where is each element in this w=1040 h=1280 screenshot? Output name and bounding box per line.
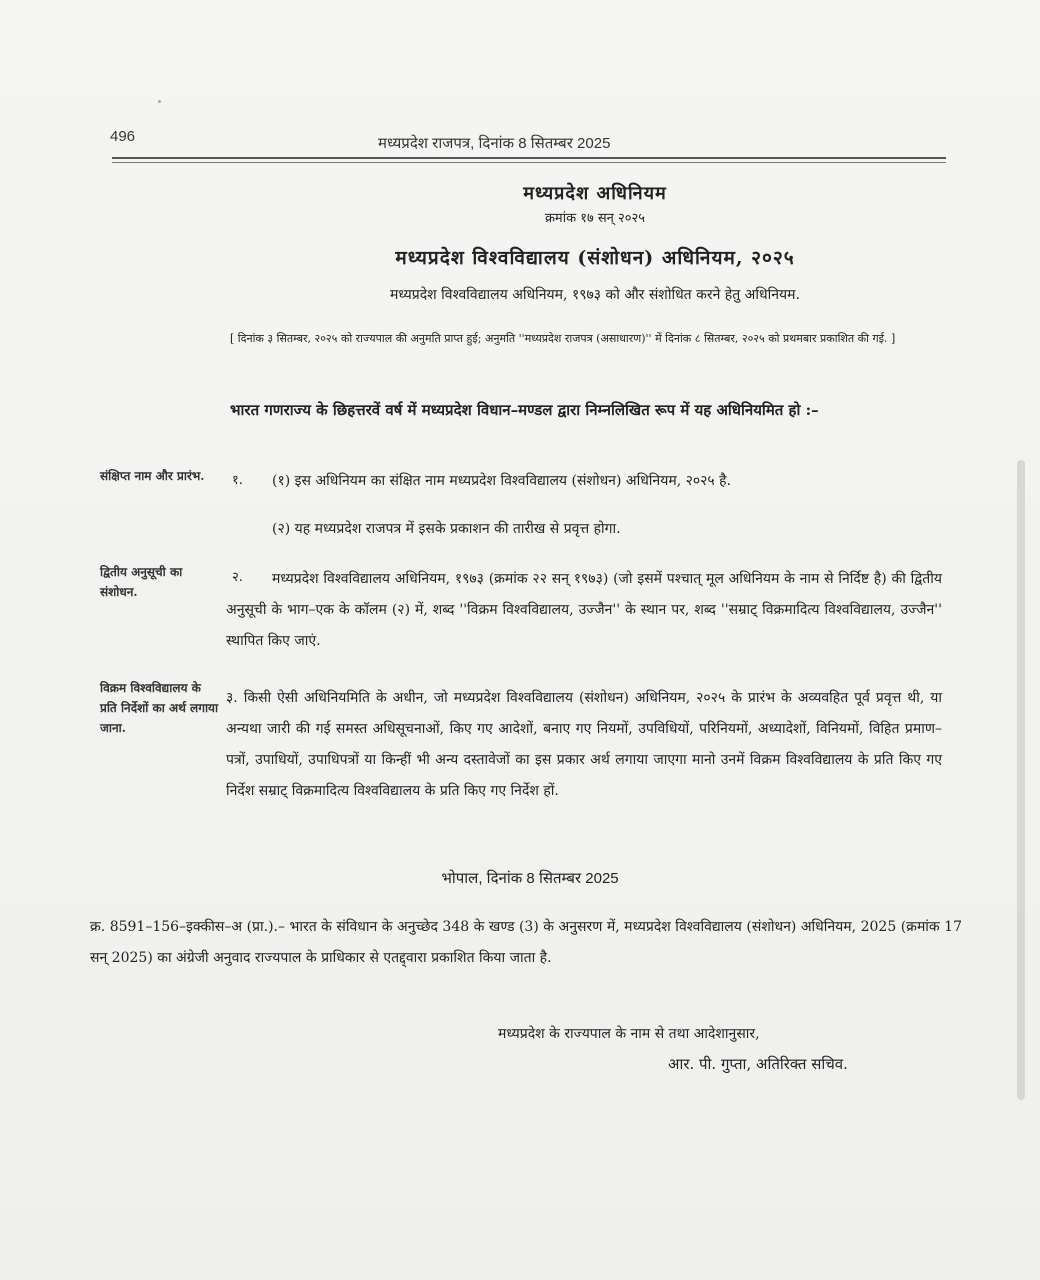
notification-place-date: भोपाल, दिनांक 8 सितम्बर 2025 <box>441 870 619 887</box>
margin-note-section-2: द्वितीय अनुसूची का संशोधन. <box>100 565 183 599</box>
section-1-clause-2: (२) यह मध्यप्रदेश राजपत्र में इसके प्रकाशन की तारीख से प्रवृत्त होगा. <box>272 521 621 537</box>
act-long-title: मध्यप्रदेश विश्वविद्यालय अधिनियम, १९७३ को और संशोधित करने हेतु अधिनियम. <box>390 287 800 303</box>
section-3-body: किसी ऐसी अधिनियमिति के अधीन, जो मध्यप्रदेश विश्वविद्यालय (संशोधन) अधिनियम, २०२५ के प्रारंभ के अव्यवहित पूर्व प्रवृत्त थी, या अन्यथा जारी की गई समस्त अधिसूचनाओं, किए गए आदेशों, बनाए गए नियमों, उपविधियों, परिनियमों, अध्यादेशों, विनियमों, विहित प्रमाण–पत्रों, उपाधियों, उपाधिपत्रों या किन्हीं भी अन्य दस्तावेजों का इस प्रकार अर्थ लगाया जाएगा मानो उनमें विक्रम विश्वविद्यालय के प्रति किए गए निर्देश सम्राट् विक्रमादित्य विश्वविद्यालय के प्रति किए गए निर्देश हों. <box>226 690 942 799</box>
section-2-text: मध्यप्रदेश विश्वविद्यालय अधिनियम, १९७३ (क्रमांक २२ सन् १९७३) (जो इसमें पश्चात् मूल अधिनियम के नाम से निर्दिष्ट है) की द्वितीय अनुसूची के भाग–एक के कॉलम (२) में, शब्द ''विक्रम विश्वविद्यालय, उज्जैन'' के स्थान पर, शब्द ''सम्राट् विक्रमादित्य विश्वविद्यालय, उज्जैन'' स्थापित किए जाएं. <box>226 571 942 649</box>
vertical-scrollbar[interactable] <box>1017 460 1025 1100</box>
page-number: 496 <box>110 128 136 145</box>
act-name: मध्यप्रदेश विश्वविद्यालय (संशोधन) अधिनियम, २०२५ <box>395 247 795 269</box>
section-2-number: २. <box>232 570 243 585</box>
margin-note-section-1: संक्षिप्त नाम और प्रारंभ. <box>100 469 205 483</box>
running-header: मध्यप्रदेश राजपत्र, दिनांक 8 सितम्बर 2025 <box>378 135 611 152</box>
section-1-clause-1: (१) इस अधिनियम का संक्षित नाम मध्यप्रदेश विश्वविद्यालय (संशोधन) अधिनियम, २०२५ है. <box>272 473 732 489</box>
margin-note-section-3: विक्रम विश्वविद्यालय के प्रति निर्देशों का अर्थ लगाया जाना. <box>100 681 219 735</box>
enacting-formula: भारत गणराज्य के छिहत्तरवें वर्ष में मध्यप्रदेश विधान–मण्डल द्वारा निम्नलिखित रूप में यह अधिनियमित हो :– <box>230 401 819 419</box>
act-heading: मध्यप्रदेश अधिनियम <box>523 183 667 204</box>
act-number: क्रमांक १७ सन् २०२५ <box>544 211 646 226</box>
signatory: आर. पी. गुप्ता, अतिरिक्त सचिव. <box>668 1055 848 1073</box>
by-order-line: मध्यप्रदेश के राज्यपाल के नाम से तथा आदेशानुसार, <box>498 1026 760 1042</box>
assent-note: [ दिनांक ३ सितम्बर, २०२५ को राज्यपाल की अनुमति प्राप्त हुई; अनुमति ''मध्यप्रदेश राजपत्र (असाधारण)'' में दिनांक ८ सितम्बर, २०२५ को प्रथमबार प्रकाशित की गई. ] <box>230 332 896 345</box>
notification-text: क्र. 8591–156–इक्कीस–अ (प्रा.).– भारत के संविधान के अनुच्छेद 348 के खण्ड (3) के अनुसरण में, मध्यप्रदेश विश्वविद्यालय (संशोधन) अधिनियम, 2025 (क्रमांक 17 सन् 2025) का अंग्रेजी अनुवाद राज्यपाल के प्राधिकार से एतद्द्वारा प्रकाशित किया जाता है. <box>90 919 962 966</box>
scan-speck <box>158 100 161 103</box>
section-3-number: ३. <box>226 690 238 706</box>
header-rule-thick <box>112 157 946 159</box>
header-rule-thin <box>112 162 946 163</box>
section-1-number: १. <box>232 473 243 488</box>
section-3-text <box>226 683 942 807</box>
